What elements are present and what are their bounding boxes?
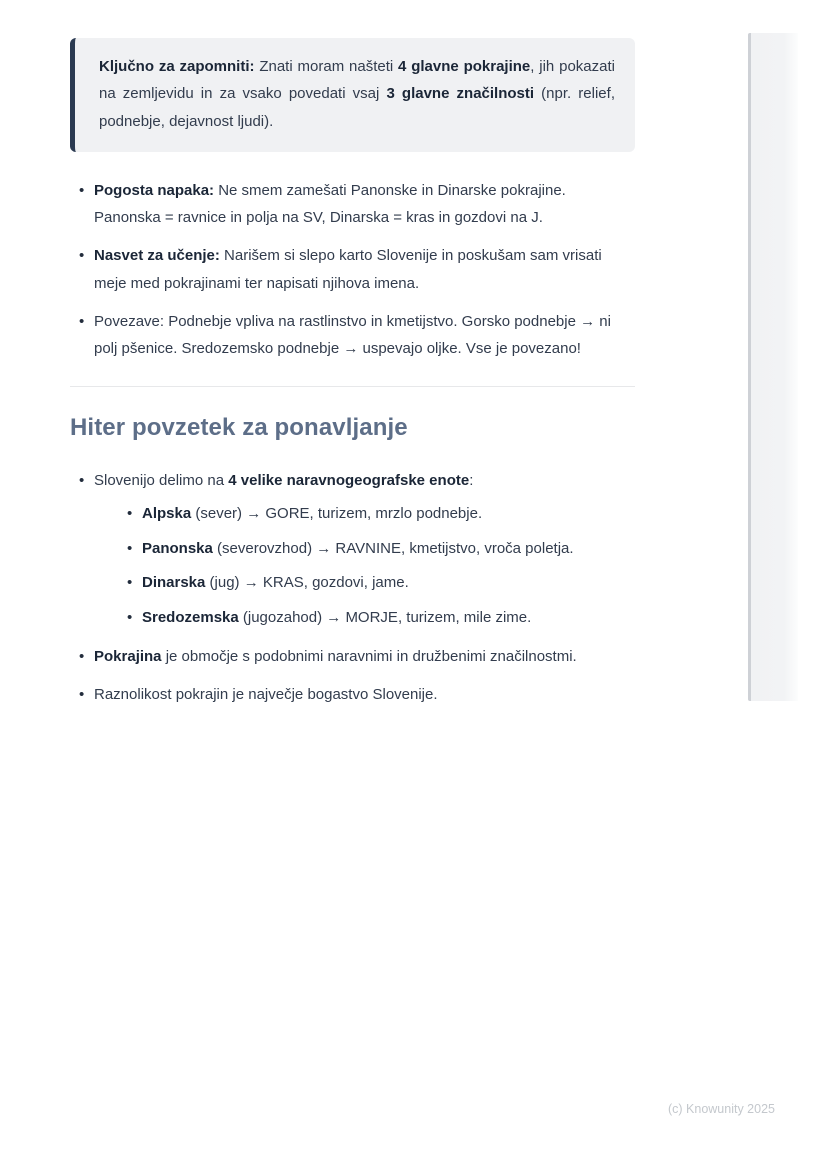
tip-text: Narišem si slepo karto Slovenije in poskušam sam vrisati meje med pokrajinami ter napisati njihova imena. [94,247,602,292]
next-page-edge [748,33,798,701]
summary-list [70,467,635,709]
region-item [118,536,635,563]
list-item [70,308,635,363]
copyright-footer: (c) Knowunity 2025 [667,1102,775,1116]
region-text: (severovzhod) → RAVNINE, kmetijstvo, vroča poletja. [212,539,574,557]
tip-label: Pogosta napaka: [94,181,215,199]
region-item [118,501,635,528]
summary-intro-colon: : [469,471,474,489]
region-text: (jugozahod) → MORJE, turizem, mile zime. [238,609,532,627]
region-item [118,570,635,597]
region-text: (sever) → GORE, turizem, mrzlo podnebje. [191,504,483,522]
region-text: (jug) → KRAS, gozdovi, jame. [205,574,409,592]
section-heading: Hiter povzetek za ponavljanje [70,413,408,441]
tip-text: Povezave: Podnebje vpliva na rastlinstvo in kmetijstvo. Gorsko podnebje → ni polj pšenice. Sredozemsko podnebje → uspevajo oljke. Vse je povezano! [94,313,611,358]
tip-label: Nasvet za učenje: [94,247,220,265]
callout-text: , jih pokazati na zemljevidu in za vsako povedati vsaj [99,58,615,103]
callout-bold-phrase: 3 glavne značilnosti [386,85,535,103]
callout-text: Znati moram našteti [254,58,399,75]
summary-intro-text: Slovenijo delimo na [94,471,229,489]
region-name: Alpska [142,504,192,522]
definition-text: Raznolikost pokrajin je največje bogastvo Slovenije. [94,686,438,704]
callout-text: (npr. relief, podnebje, dejavnost ljudi). [99,85,615,130]
definition-term: Pokrajina [94,647,162,665]
region-name: Dinarska [142,574,206,592]
callout-bold-phrase: 4 glavne pokrajine [398,58,531,75]
region-name: Panonska [142,539,213,557]
definition-text: je območje s podobnimi naravnimi in družbenimi značilnostmi. [161,647,577,665]
callout-lead-label: Ključno za zapomniti: [99,58,255,75]
regions-sublist [94,501,635,632]
list-item [70,177,635,232]
tip-text: Ne smem zamešati Panonske in Dinarske pokrajine. Panonska = ravnice in polja na SV, Dinarska = kras in gozdovi na J. [94,181,566,227]
region-item [118,605,635,632]
document-page [70,0,635,719]
list-item [70,643,635,670]
section-divider [70,386,635,387]
study-tips-list [70,177,635,363]
summary-intro-bold: 4 velike naravnogeografske enote [228,471,470,489]
list-item [70,681,635,708]
list-item [70,467,635,632]
key-takeaway-callout [70,38,635,152]
list-item [70,242,635,297]
region-name: Sredozemska [142,609,239,627]
